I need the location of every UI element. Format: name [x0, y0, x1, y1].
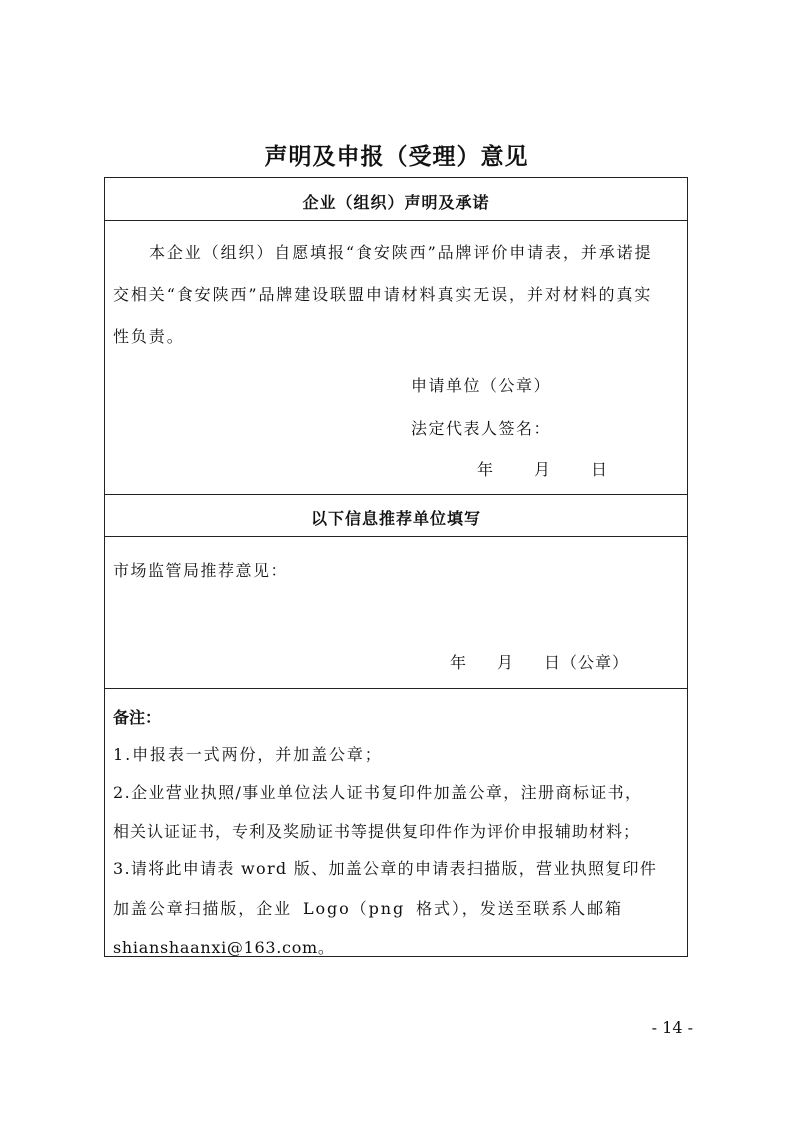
divider — [105, 688, 687, 689]
declaration-line-1: 本企业（组织）自愿填报“食安陕西”品牌评价申请表，并承诺提 — [149, 243, 653, 262]
divider — [105, 536, 687, 537]
note-line-5: 加盖公章扫描版，企业 Logo（png 格式），发送至联系人邮箱 — [113, 899, 623, 918]
note-line-1: 1.申报表一式两份，并加盖公章； — [113, 745, 383, 764]
page-number: - 14 - — [651, 1018, 693, 1037]
recommendation-header: 以下信息推荐单位填写 — [310, 509, 481, 528]
divider — [105, 494, 687, 495]
divider — [105, 220, 687, 221]
note-line-4: 3.请将此申请表 word 版、加盖公章的申请表扫描版，营业执照复印件 — [113, 859, 658, 878]
page-title: 声明及申报（受理）意见 — [264, 143, 529, 170]
legal-representative-signature-label: 法定代表人签名： — [411, 419, 552, 438]
declaration-form-table — [104, 177, 688, 957]
applicant-unit-seal-label: 申请单位（公章） — [411, 376, 552, 395]
declaration-header: 企业（组织）声明及承诺 — [302, 193, 490, 212]
recommendation-date-day-seal: 日（公章） — [544, 653, 630, 672]
recommendation-date-year: 年 — [450, 653, 467, 672]
recommendation-date-month: 月 — [497, 653, 514, 672]
note-line-3: 相关认证证书，专利及奖励证书等提供复印件作为评价申报辅助材料； — [113, 822, 641, 841]
declaration-date-day: 日 — [591, 460, 608, 479]
declaration-line-2: 交相关“食安陕西”品牌建设联盟申请材料真实无误，并对材料的真实 — [113, 285, 653, 304]
market-supervision-opinion-label: 市场监管局推荐意见： — [113, 561, 289, 580]
declaration-date-year: 年 — [477, 460, 494, 479]
note-line-2: 2.企业营业执照/事业单位法人证书复印件加盖公章，注册商标证书， — [113, 783, 643, 802]
declaration-line-3: 性负责。 — [113, 327, 185, 346]
notes-title: 备注： — [113, 708, 162, 727]
note-line-6-email: shianshaanxi@163.com。 — [113, 938, 335, 957]
declaration-date-month: 月 — [534, 460, 551, 479]
